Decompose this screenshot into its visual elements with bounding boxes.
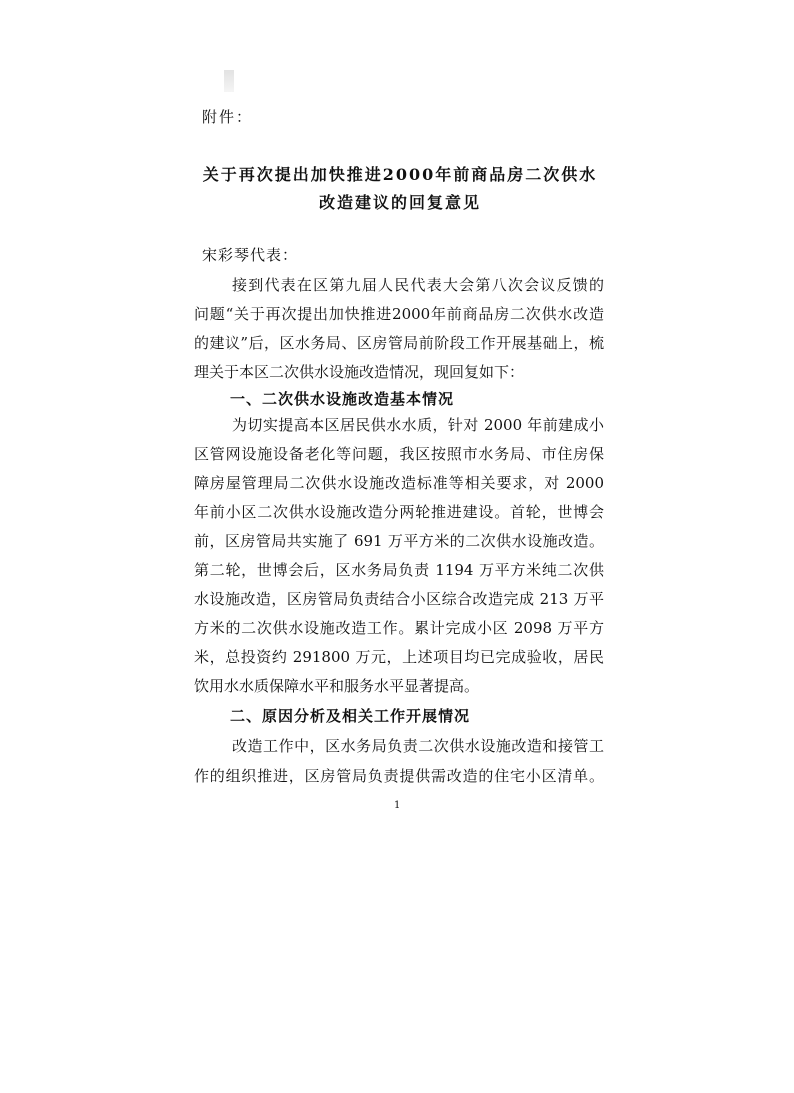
- section-1-line: 年前小区二次供水设施改造分两轮推进建设。首轮，世博会: [194, 503, 604, 521]
- document-title-line-2: 改造建议的回复意见: [318, 193, 481, 212]
- intro-line: 的建议”后，区水务局、区房管局前阶段工作开展基础上，梳: [194, 334, 604, 352]
- page-number: 1: [394, 800, 401, 811]
- attachment-label: 附件：: [202, 108, 254, 126]
- section-1-line: 方米的二次供水设施改造工作。累计完成小区 2098 万平方: [194, 619, 604, 637]
- section-1-line: 米，总投资约 291800 万元，上述项目均已完成验收，居民: [194, 648, 604, 666]
- section-2-line: 改造工作中，区水务局负责二次供水设施改造和接管工: [232, 737, 604, 755]
- section-1-line: 障房屋管理局二次供水设施改造标准等相关要求，对 2000: [194, 474, 604, 492]
- section-1-line: 饮用水水质保障水平和服务水平显著提高。: [194, 677, 480, 695]
- document-title-line-1: 关于再次提出加快推进2000年前商品房二次供水: [202, 165, 598, 184]
- section-2-line: 作的组织推进，区房管局负责提供需改造的住宅小区清单。: [194, 767, 604, 785]
- intro-line: 问题“关于再次提出加快推进2000年前商品房二次供水改造: [194, 305, 604, 323]
- section-1-line: 水设施改造，区房管局负责结合小区综合改造完成 213 万平: [194, 590, 604, 608]
- section-2-heading: 二、原因分析及相关工作开展情况: [230, 707, 471, 725]
- section-1-line: 区管网设施设备老化等问题，我区按照市水务局、市住房保: [194, 445, 604, 463]
- section-1-line: 第二轮，世博会后，区水务局负责 1194 万平方米纯二次供: [194, 561, 604, 579]
- section-1-line: 为切实提高本区居民供水水质，针对 2000 年前建成小: [232, 416, 604, 434]
- intro-line: 理关于本区二次供水设施改造情况，现回复如下：: [194, 363, 525, 381]
- scan-artifact: [224, 70, 234, 92]
- salutation: 宋彩琴代表：: [202, 246, 299, 264]
- section-1-line: 前，区房管局共实施了 691 万平方米的二次供水设施改造。: [194, 532, 604, 550]
- intro-line: 接到代表在区第九届人民代表大会第八次会议反馈的: [232, 276, 604, 294]
- section-1-heading: 一、二次供水设施改造基本情况: [230, 390, 455, 408]
